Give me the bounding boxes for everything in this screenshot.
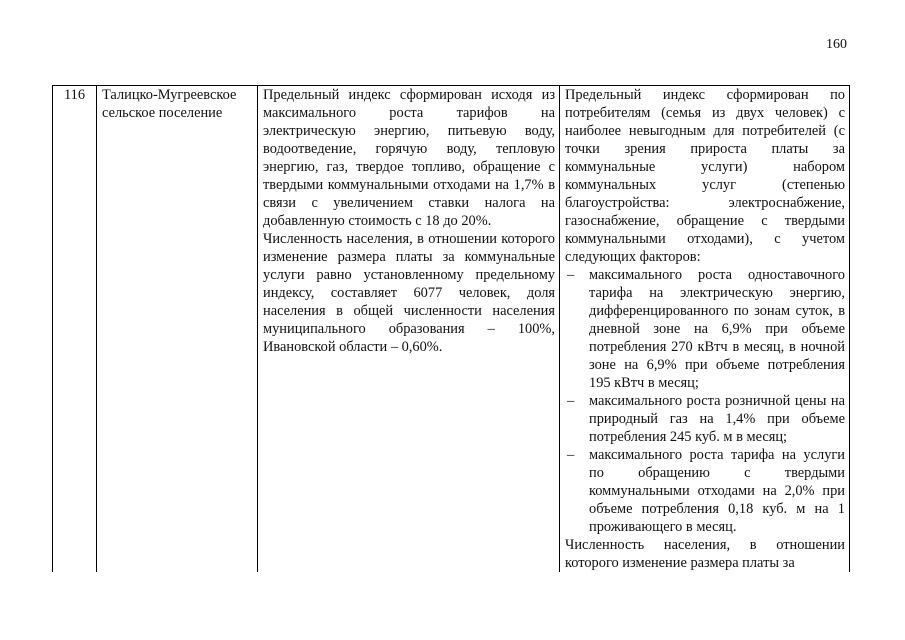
factors-intro: Предельный индекс сформирован по потребителям (семья из двух человек) с наиболее невыгодным для потребителей (с точки зрения прироста платы за коммунальные услуги) набором коммунальных услуг (степенью благоустройства: электроснабжение, газоснабжение, обращение с твердыми коммунальными отходами), с учетом следующих факторов: [565, 87, 845, 265]
row-number-cell [53, 86, 97, 573]
municipality-cell [97, 86, 258, 573]
consumer-factors-cell [560, 86, 850, 573]
list-dash: – [567, 447, 575, 463]
list-dash: – [567, 393, 575, 409]
row-number: 116 [63, 87, 86, 103]
index-basis-cell [258, 86, 560, 573]
table-row [53, 86, 850, 573]
tariff-index-table [52, 85, 850, 572]
population-paragraph: Численность населения, в отношении которого изменение размера платы за коммунальные услуги равно установленному предельному индексу, составляет 6077 человек, доля населения в общей численности населения муниципального образования – 100%, Ивановской области – 0,60%. [263, 231, 555, 355]
list-item-text: максимального роста одноставочного тарифа на электрическую энергию, дифференцированного по зонам суток, в дневной зоне на 6,9% при объеме потребления 270 кВтч в месяц, в ночной зоне на 6,9% при объеме потребления 195 кВтч в месяц; [589, 267, 845, 391]
index-basis-paragraph: Предельный индекс сформирован исходя из максимального роста тарифов на электрическую энергию, питьевую воду, водоотведение, горячую воду, тепловую энергию, газ, твердое топливо, обращение с твердыми коммунальными отходами на 1,7% в связи с увеличением ставки налога на добавленную стоимость с 18 до 20%. [263, 87, 555, 229]
list-item [565, 446, 845, 536]
list-item [565, 392, 845, 446]
factors-list [565, 266, 845, 536]
list-item [565, 266, 845, 392]
municipality-name: Талицко-Мугреевское сельское поселение [102, 87, 237, 121]
list-dash: – [567, 267, 575, 283]
list-item-text: максимального роста розничной цены на природный газ на 1,4% при объеме потребления 245 куб. м в месяц; [589, 393, 845, 445]
list-item-text: максимального роста тарифа на услуги по обращению с твердыми коммунальными отходами на 2,0% при объеме потребления 0,18 куб. м на 1 проживающего в месяц. [589, 447, 845, 535]
page-number: 160 [826, 37, 847, 52]
factors-outro: Численность населения, в отношении которого изменение размера платы за [565, 537, 845, 571]
